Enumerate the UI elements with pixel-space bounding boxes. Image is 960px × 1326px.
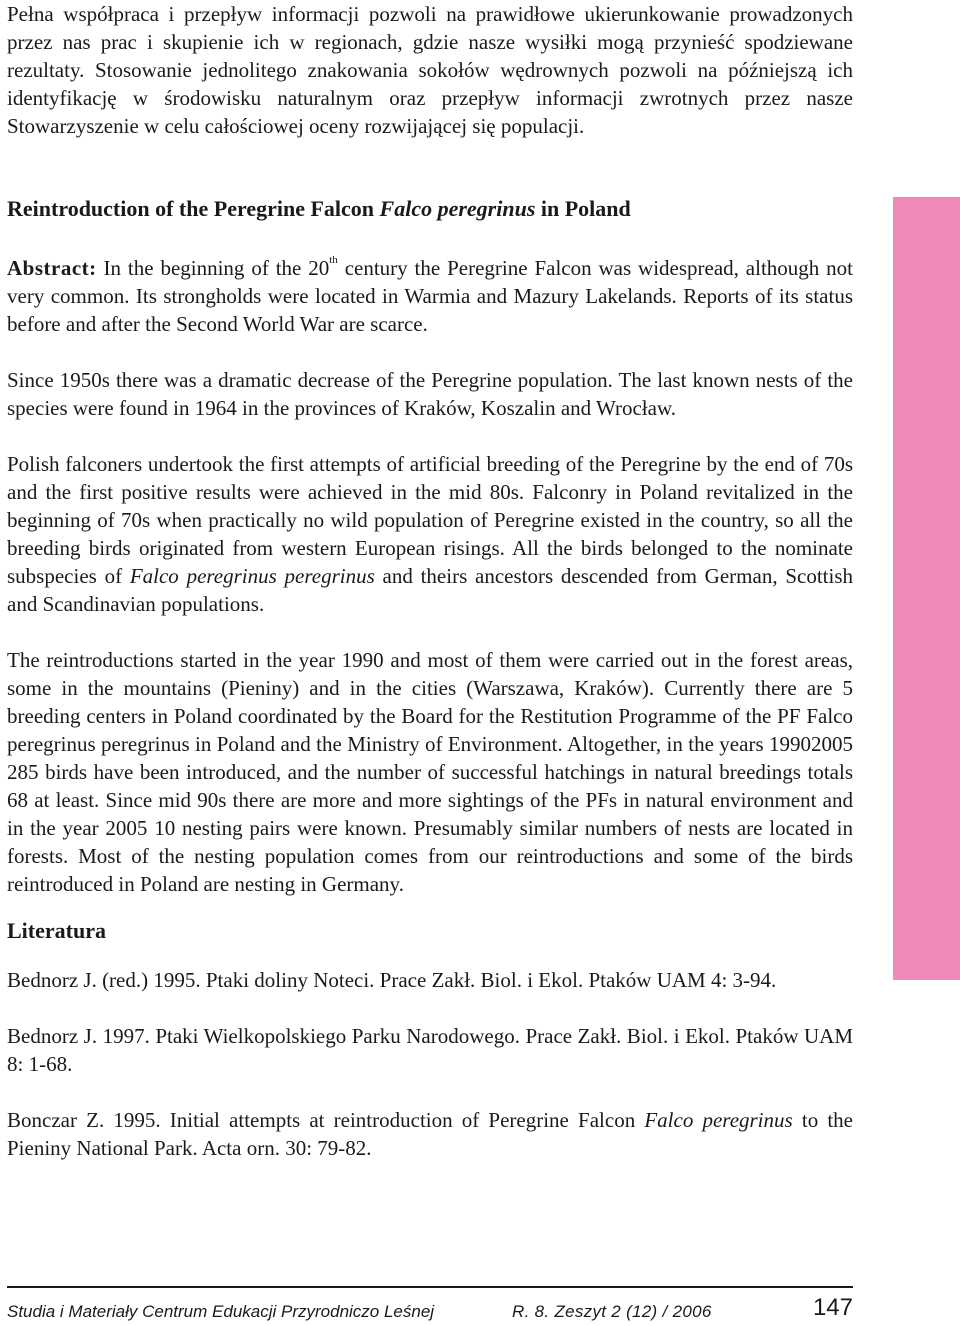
title-suffix: in Poland — [535, 196, 631, 221]
page-number: 147 — [812, 1294, 853, 1321]
paragraph-decline: Since 1950s there was a dramatic decrease of the Peregrine population. The last known nests of the species were found in 1964 in the provinces of Kraków, Koszalin and Wrocław. — [7, 368, 853, 420]
journal-name: Studia i Materiały Centrum Edukacji Przyrodniczo Leśnej — [7, 1302, 435, 1321]
title-latin-name: Falco peregrinus — [379, 196, 536, 221]
article-title — [7, 194, 853, 224]
reference-1: Bednorz J. (red.) 1995. Ptaki doliny Noteci. Prace Zakł. Biol. i Ekol. Ptaków UAM 4: 3-94. — [7, 968, 777, 992]
superscript-th: th — [329, 254, 338, 266]
abstract-text-start: In the beginning of the 20 — [96, 256, 330, 280]
abstract-label: Abstract: — [7, 256, 97, 280]
paragraph-breeding — [7, 450, 853, 618]
paragraph-breeding-latin: Falco peregrinus peregrinus — [129, 564, 375, 588]
document-page — [7, 0, 853, 1326]
reference-3-latin: Falco peregrinus — [644, 1108, 793, 1132]
footer-divider — [7, 1286, 853, 1288]
reference-2: Bednorz J. 1997. Ptaki Wielkopolskiego Parku Narodowego. Prace Zakł. Biol. i Ekol. Ptaków UAM 8: 1-68. — [7, 1024, 853, 1076]
paragraph-breeding-end: and theirs ancestors descended from German, Scottish and Scandinavian populations. — [7, 564, 854, 616]
paragraph-breeding-start: Polish falconers undertook the first attempts of artificial breeding of the Peregrine by the end of 70s and the first positive results were achieved in the mid 80s. Falconry in Poland revitalized in the beginning of 70s when practically no wild population of Peregrine existed in the country, so all the breeding birds originated from western European risings. All the birds belonged to the nominate subspecies of — [7, 452, 853, 588]
issue-info: R. 8. Zeszyt 2 (12) / 2006 — [512, 1302, 712, 1321]
title-prefix: Reintroduction of the Peregrine Falcon — [7, 196, 380, 221]
abstract-paragraph — [7, 254, 853, 338]
reference-3-end: to the Pieniny National Park. Acta orn. 30: 79-82. — [7, 1108, 853, 1160]
article-body — [7, 254, 853, 1190]
intro-paragraph: Pełna współpraca i przepływ informacji pozwoli na prawidłowe ukierunkowanie prowadzonych przez nas prac i skupienie ich w regionach, gdzie nasze wysiłki mogą przynieść spodziewane rezultaty. Stosowanie jednolitego znakowania sokołów wędrownych pozwoli na późniejszą ich identyfikację w środowisku naturalnym oraz przepływ informacji zwrotnych przez nasze Stowarzyszenie w celu całościowej oceny rozwijającej się populacji. — [7, 2, 853, 138]
pink-margin-tab — [893, 197, 960, 980]
reference-3 — [7, 1106, 853, 1162]
page-footer — [7, 1294, 853, 1326]
paragraph-reintroductions: The reintroductions started in the year 1990 and most of them were carried out in the forest areas, some in the mountains (Pieniny) and in the cities (Warszawa, Kraków). Currently there are 5 breeding centers in Poland coordinated by the Board for the Restitution Programme of the PF Falco peregrinus peregrinus in Poland and the Ministry of Environment. Altogether, in the years 19902005 285 birds have been introduced, and the number of successful hatchings in natural breedings totals 68 at least. Since mid 90s there are more and more sightings of the PFs in natural environment and in the year 2005 10 nesting pairs were known. Presumably similar numbers of nests are located in forests. Most of the nesting population comes from our reintroductions and some of the birds reintroduced in Poland are nesting in Germany. — [7, 648, 853, 896]
literature-heading: Literatura — [7, 918, 106, 943]
reference-3-start: Bonczar Z. 1995. Initial attempts at reintroduction of Peregrine Falcon — [7, 1108, 645, 1132]
abstract-text-end: century the Peregrine Falcon was widespread, although not very common. Its strongholds were located in Warmia and Mazury Lakelands. Reports of its status before and after the Second World War are scarce. — [7, 256, 853, 336]
